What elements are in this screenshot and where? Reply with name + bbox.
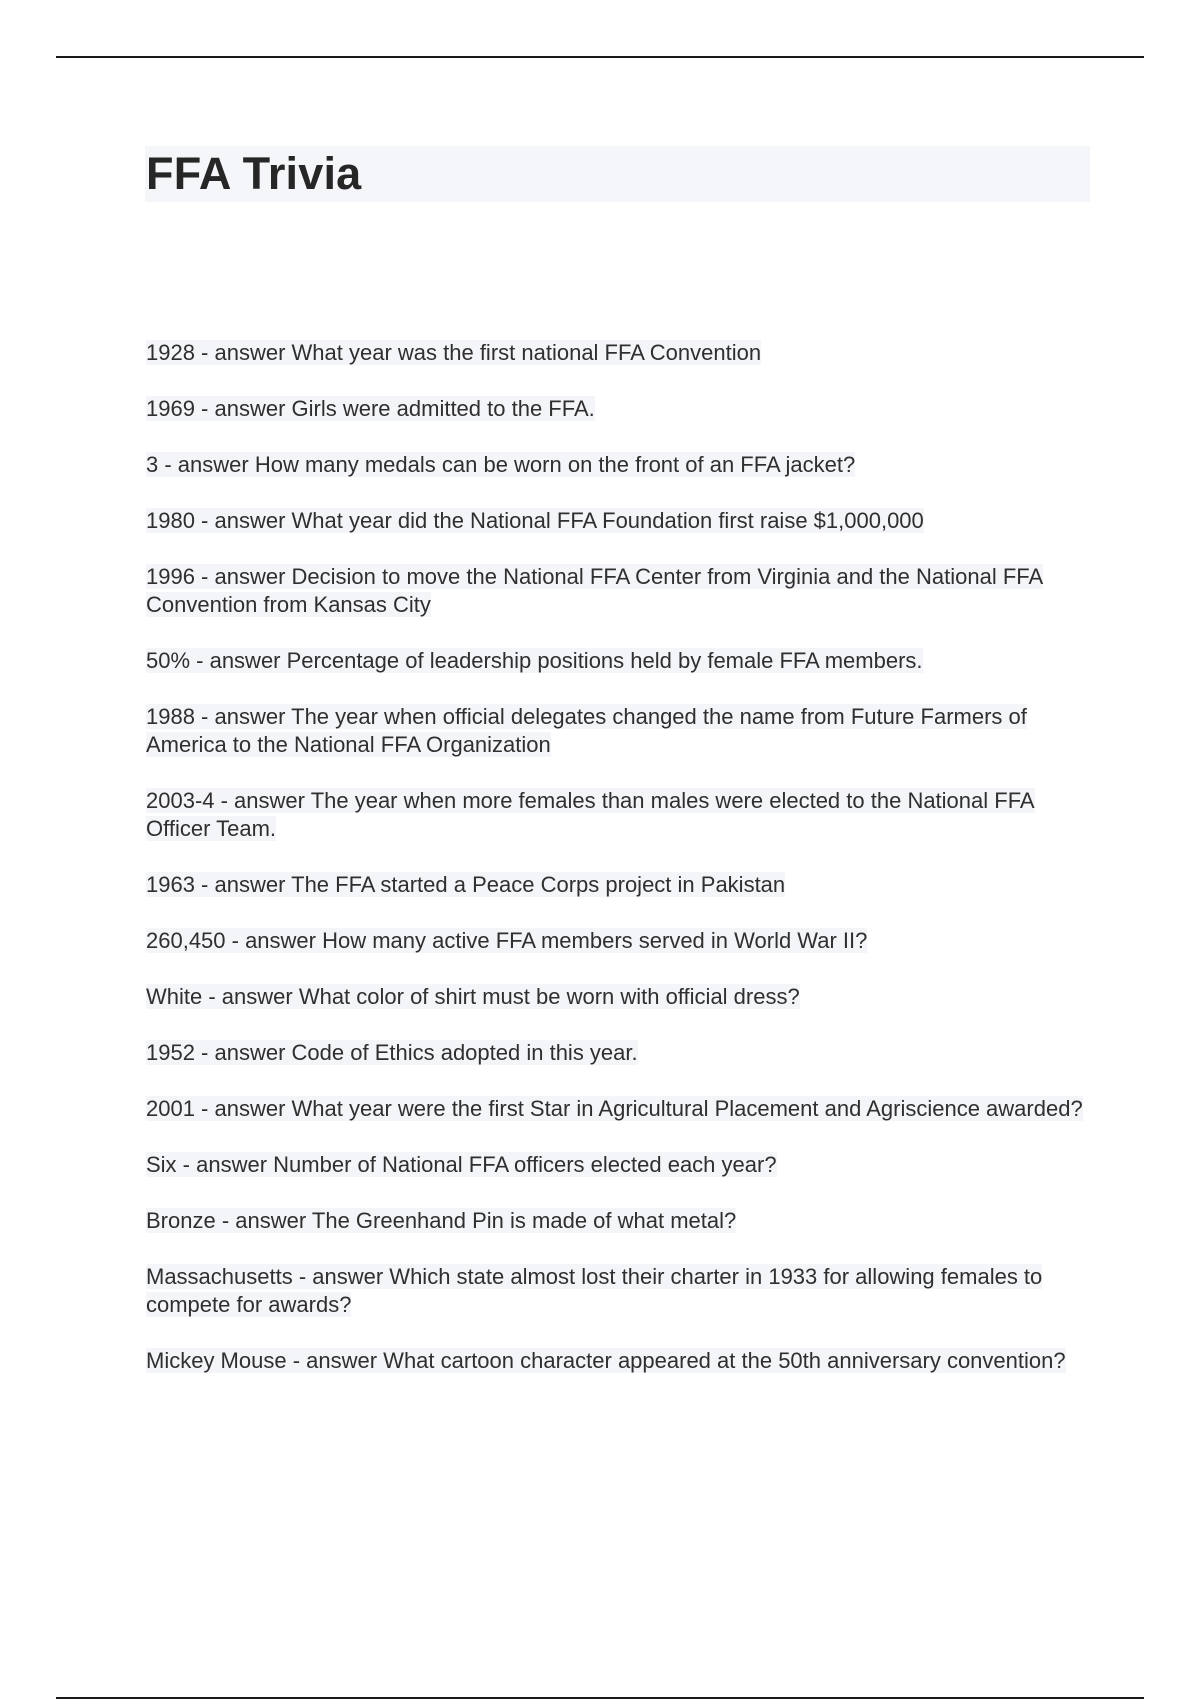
qa-text: Six - answer Number of National FFA officers elected each year? <box>146 1152 777 1177</box>
list-item <box>146 871 1096 899</box>
qa-text: Massachusetts - answer Which state almost lost their charter in 1933 for allowing females to compete for awards? <box>146 1264 1043 1317</box>
top-rule <box>56 56 1144 58</box>
qa-text: 3 - answer How many medals can be worn on the front of an FFA jacket? <box>146 452 856 477</box>
qa-text: 2003-4 - answer The year when more females than males were elected to the National FFA Officer Team. <box>146 788 1035 841</box>
list-item <box>146 563 1096 619</box>
qa-text: White - answer What color of shirt must be worn with official dress? <box>146 984 800 1009</box>
list-item <box>146 927 1096 955</box>
list-item <box>146 395 1096 423</box>
list-item <box>146 1207 1096 1235</box>
list-item <box>146 507 1096 535</box>
qa-text: 1952 - answer Code of Ethics adopted in this year. <box>146 1040 638 1065</box>
list-item <box>146 1263 1096 1319</box>
qa-text: 50% - answer Percentage of leadership positions held by female FFA members. <box>146 648 923 673</box>
qa-text: 1980 - answer What year did the National FFA Foundation first raise $1,000,000 <box>146 508 924 533</box>
list-item <box>146 983 1096 1011</box>
list-item <box>146 703 1096 759</box>
qa-list <box>146 339 1096 1403</box>
list-item <box>146 787 1096 843</box>
list-item <box>146 339 1096 367</box>
qa-text: 1969 - answer Girls were admitted to the FFA. <box>146 396 595 421</box>
qa-text: 1928 - answer What year was the first national FFA Convention <box>146 340 762 365</box>
list-item <box>146 451 1096 479</box>
qa-text: 260,450 - answer How many active FFA members served in World War II? <box>146 928 868 953</box>
list-item <box>146 1039 1096 1067</box>
bottom-rule <box>56 1697 1144 1699</box>
qa-text: 1988 - answer The year when official delegates changed the name from Future Farmers of America to the National FFA Organization <box>146 704 1027 757</box>
list-item <box>146 1095 1096 1123</box>
list-item <box>146 1151 1096 1179</box>
qa-text: Mickey Mouse - answer What cartoon character appeared at the 50th anniversary convention? <box>146 1348 1066 1373</box>
qa-text: Bronze - answer The Greenhand Pin is made of what metal? <box>146 1208 737 1233</box>
qa-text: 2001 - answer What year were the first Star in Agricultural Placement and Agriscience awarded? <box>146 1096 1083 1121</box>
list-item <box>146 647 1096 675</box>
qa-text: 1963 - answer The FFA started a Peace Corps project in Pakistan <box>146 872 786 897</box>
page-title: FFA Trivia <box>146 148 362 199</box>
list-item <box>146 1347 1096 1375</box>
qa-text: 1996 - answer Decision to move the National FFA Center from Virginia and the National FFA Convention from Kansas City <box>146 564 1044 617</box>
